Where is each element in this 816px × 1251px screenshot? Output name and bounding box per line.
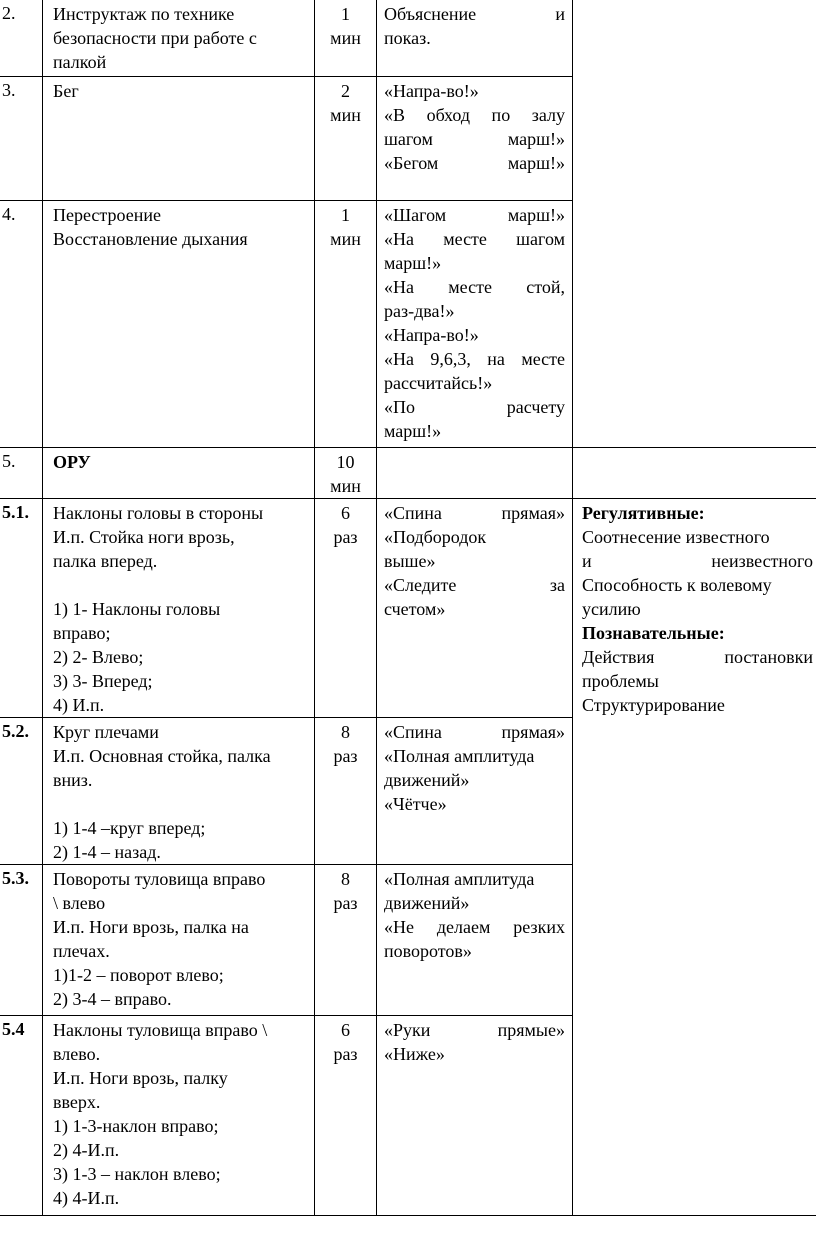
command-cell: «Напра-во!» «В обход по залу шагом марш!» «Бегом марш!» — [377, 77, 573, 201]
table-row — [0, 448, 816, 499]
task-cell: ОРУ — [43, 448, 315, 499]
task-cell: Инструктаж по технике безопасности при работе с палкой — [43, 0, 315, 77]
task-cell: Круг плечами И.п. Основная стойка, палка вниз. 1) 1-4 –круг вперед; 2) 1-4 – назад. — [43, 718, 315, 865]
command-cell: «Руки прямые» «Ниже» — [377, 1016, 573, 1216]
task-cell: Повороты туловища вправо \ влево И.п. Ноги врозь, палка на плечах. 1)1-2 – поворот влево; 2) 3-4 – вправо. — [43, 865, 315, 1016]
task-cell: Наклоны головы в стороны И.п. Стойка ноги врозь, палка вперед. 1) 1- Наклоны головы вправо; 2) 2- Влево; 3) 3- Вперед; 4) И.п. — [43, 499, 315, 718]
task-cell: Бег — [43, 77, 315, 201]
empty-results-cell — [573, 448, 816, 499]
command-cell: «Спина прямая» «Подбородок выше» «Следите за счетом» — [377, 499, 573, 718]
row-number: 5.1. — [0, 499, 43, 718]
task-cell: Перестроение Восстановление дыхания — [43, 201, 315, 448]
command-cell: «Спина прямая» «Полная амплитуда движений» «Чётче» — [377, 718, 573, 865]
empty-results-cell — [573, 0, 816, 448]
time-cell: 2 мин — [315, 77, 377, 201]
time-cell: 1 мин — [315, 201, 377, 448]
row-number: 2. — [0, 0, 43, 77]
time-cell: 10 мин — [315, 448, 377, 499]
time-cell: 1 мин — [315, 0, 377, 77]
row-number: 5.4 — [0, 1016, 43, 1216]
row-number: 5.2. — [0, 718, 43, 865]
regulatory-heading: Регулятивные: — [582, 503, 705, 523]
row-number: 5. — [0, 448, 43, 499]
time-cell: 8 раз — [315, 718, 377, 865]
command-cell: «Полная амплитуда движений» «Не делаем резких поворотов» — [377, 865, 573, 1016]
task-cell: Наклоны туловища вправо \ влево. И.п. Ноги врозь, палку вверх. 1) 1-3-наклон вправо; 2) 4-И.п. 3) 1-3 – наклон влево; 4) 4-И.п. — [43, 1016, 315, 1216]
table-row — [0, 0, 816, 77]
row-number: 4. — [0, 201, 43, 448]
table-row — [0, 499, 816, 718]
learning-outcomes-cell: Регулятивные: Соотнесение известного и неизвестного Способность к волевому усилию Познавательные: Действия постановки проблемы Структурирование — [573, 499, 816, 1216]
command-cell — [377, 448, 573, 499]
row-number: 5.3. — [0, 865, 43, 1016]
time-cell: 6 раз — [315, 499, 377, 718]
command-cell: Объяснение и показ. — [377, 0, 573, 77]
time-cell: 8 раз — [315, 865, 377, 1016]
row-number: 3. — [0, 77, 43, 201]
command-cell: «Шагом марш!» «На месте шагом марш!» «На месте стой, раз-два!» «Напра-во!» «На 9,6,3, на месте рассчитайсь!» «По расчету марш!» — [377, 201, 573, 448]
time-cell: 6 раз — [315, 1016, 377, 1216]
cognitive-heading: Познавательные: — [582, 623, 725, 643]
